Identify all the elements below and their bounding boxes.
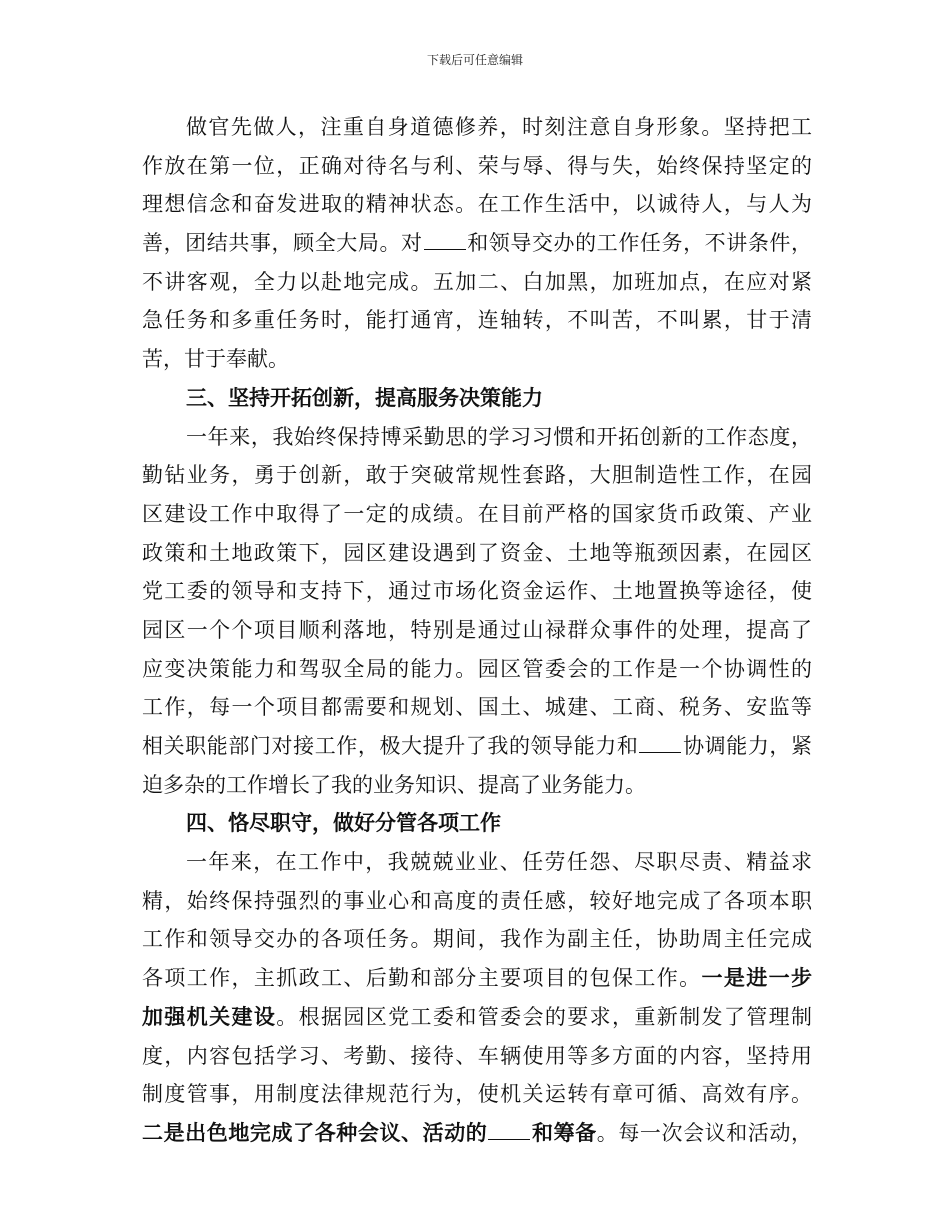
text-line: 工作，每一个项目都需要和规划、国土、城建、工商、税务、安监等: [142, 695, 812, 720]
blank-underline: [424, 248, 466, 250]
text-line: 度，内容包括学习、考勤、接待、车辆使用等多方面的内容，坚持用: [142, 1043, 812, 1068]
text-line: [142, 224, 812, 263]
text-line: 政策和土地政策下，园区建设遇到了资金、土地等瓶颈因素，在园区: [142, 540, 812, 565]
text-segment: 善，团结共事，顾全大局。对: [142, 231, 423, 256]
text-line: [142, 959, 812, 998]
page-header: 下载后可任意编辑: [426, 53, 523, 67]
document-body: [142, 108, 812, 1153]
bold-text-segment: 一是进一步: [701, 965, 812, 991]
text-line: 工作和领导交办的各项任务。期间，我作为副主任，协助周主任完成: [142, 927, 812, 952]
bold-text-segment: 二是出色地完成了各种会议、活动的: [142, 1119, 488, 1145]
text-line: 精，始终保持强烈的事业心和高度的责任感，较好地完成了各项本职: [142, 888, 812, 913]
section-heading-4: 四、恪尽职守，做好分管各项工作: [186, 810, 501, 836]
text-line: 党工委的领导和支持下，通过市场化资金运作、土地置换等途径，使: [142, 579, 812, 604]
text-line: 一年来，我始终保持博采勤思的学习习惯和开拓创新的工作态度，: [186, 424, 812, 449]
bold-text-segment: 加强机关建设: [142, 1003, 277, 1029]
text-line: [142, 727, 812, 766]
text-segment: 。每一次会议和活动，: [596, 1120, 812, 1145]
text-line: 理想信念和奋发进取的精神状态。在工作生活中，以诚待人，与人为: [142, 192, 812, 217]
text-line: 应变决策能力和驾驭全局的能力。园区管委会的工作是一个协调性的: [142, 656, 812, 681]
blank-underline: [639, 751, 681, 753]
text-line: 勤钻业务，勇于创新，敢于突破常规性套路，大胆制造性工作，在园: [142, 463, 812, 488]
text-segment: 和领导交办的工作任务，不讲条件，: [466, 231, 812, 256]
paragraph-moral-conduct: [142, 108, 812, 379]
text-line: 急任务和多重任务时，能打通宵，连轴转，不叫苦，不叫累，甘于清: [142, 308, 812, 333]
bold-text-segment: 和筹备: [531, 1119, 597, 1145]
text-segment: 协调能力，紧: [682, 734, 812, 758]
text-line: 制度管事，用制度法律规范行为，使机关运转有章可循、高效有序。: [142, 1082, 812, 1107]
text-line: [142, 998, 812, 1037]
text-line: 区建设工作中取得了一定的成绩。在目前严格的国家货币政策、产业: [142, 501, 812, 526]
paragraph-innovation: [142, 418, 812, 805]
text-line: [142, 1114, 812, 1153]
text-line: 作放在第一位，正确对待名与利、荣与辱、得与失，始终保持坚定的: [142, 153, 812, 178]
text-line: 苦，甘于奉献。: [142, 347, 289, 372]
blank-underline: [488, 1138, 530, 1140]
paragraph-duties: [142, 843, 812, 1153]
text-line: 做官先做人，注重自身道德修养，时刻注意自身形象。坚持把工: [186, 115, 812, 139]
text-segment: 相关职能部门对接工作，极大提升了我的领导能力和: [142, 734, 639, 758]
text-segment: 。根据园区党工委和管委会的要求，重新制发了管理制: [276, 1004, 812, 1029]
text-segment: 各项工作，主抓政工、后勤和部分主要项目的包保工作。: [142, 966, 702, 991]
text-line: 一年来，在工作中，我兢兢业业、任劳任怨、尽职尽责、精益求: [186, 850, 812, 875]
text-line: 园区一个个项目顺利落地，特别是通过山禄群众事件的处理，提高了: [142, 617, 812, 642]
section-heading-3: 三、坚持开拓创新，提高服务决策能力: [186, 384, 543, 410]
text-line: 不讲客观，全力以赴地完成。五加二、白加黑，加班加点，在应对紧: [142, 269, 812, 294]
text-line: 迫多杂的工作增长了我的业务知识、提高了业务能力。: [142, 772, 646, 797]
